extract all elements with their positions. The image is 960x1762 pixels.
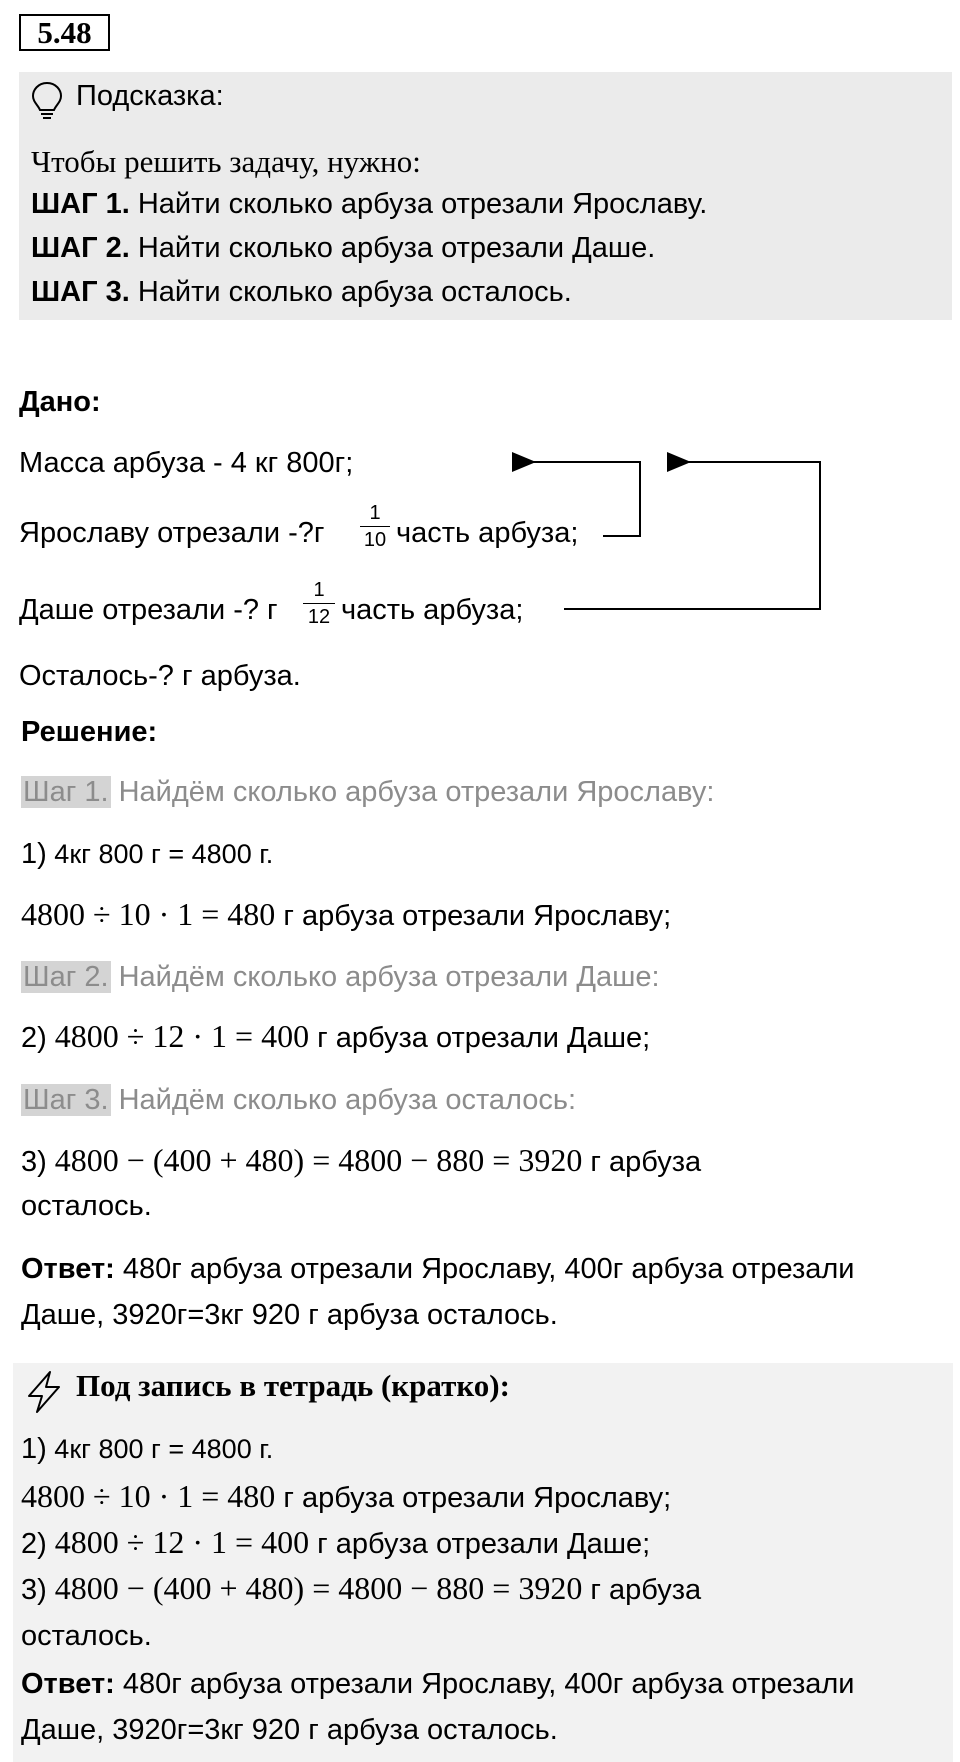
short-item-1 — [21, 1433, 273, 1466]
calc-text: г арбуза — [582, 1574, 702, 1606]
hint-step-label: ШАГ 1. — [31, 188, 130, 220]
item-label: 1) — [21, 838, 47, 870]
task-number: 5.48 — [19, 14, 110, 51]
short-calc-1 — [21, 1478, 671, 1515]
solution-heading: Решение: — [21, 716, 158, 748]
item-text: 4кг 800 г = 4800 г. — [46, 839, 274, 869]
calc-text: г арбуза — [582, 1146, 702, 1178]
given-heading: Дано: — [19, 386, 101, 418]
step-tag: Шаг 2. — [23, 961, 109, 993]
calc-text: г арбуза отрезали Ярославу; — [275, 1482, 672, 1514]
step-tag: Шаг 1. — [23, 776, 109, 808]
solution-answer-2: Даше, 3920г=3кг 920 г арбуза осталось. — [21, 1299, 558, 1331]
solution-calc-3-cont: осталось. — [21, 1190, 152, 1222]
answer-text: 480г арбуза отрезали Ярославу, 400г арбуза отрезали — [114, 1668, 855, 1700]
solution-answer-1 — [21, 1253, 855, 1286]
lightning-icon — [24, 1370, 64, 1422]
given-mass: Масса арбуза - 4 кг 800г; — [19, 447, 354, 479]
item-label: 2) — [21, 1528, 47, 1560]
fraction-denominator: 10 — [363, 529, 387, 551]
hint-step-text: Найти сколько арбуза отрезали Ярославу. — [129, 188, 708, 220]
calc-text: г арбуза отрезали Даше; — [309, 1528, 651, 1560]
item-label: 2) — [21, 1022, 47, 1054]
hint-step-label: ШАГ 2. — [31, 232, 130, 264]
fraction-denominator: 12 — [307, 606, 331, 628]
solution-step-2 — [21, 961, 660, 994]
short-calc-3-cont: осталось. — [21, 1620, 152, 1652]
solution-item-1 — [21, 838, 273, 871]
math-expression: 4800 ÷ 10 · 1 = 480 — [21, 1478, 276, 1514]
item-label: 3) — [21, 1574, 47, 1606]
step-text: Найдём сколько арбуза осталось: — [110, 1084, 577, 1116]
math-expression: 4800 − (400 + 480) = 4800 − 880 = 3920 — [46, 1142, 583, 1178]
short-record-panel — [13, 1363, 953, 1762]
fraction-numerator: 1 — [369, 502, 381, 524]
hint-step-text: Найти сколько арбуза отрезали Даше. — [129, 232, 656, 264]
short-answer-1 — [21, 1668, 855, 1701]
fraction-numerator: 1 — [313, 579, 325, 601]
answer-label: Ответ: — [21, 1253, 115, 1285]
given-yaroslav-post: часть арбуза; — [396, 517, 579, 549]
short-calc-3 — [21, 1570, 701, 1607]
step-tag: Шаг 3. — [23, 1084, 109, 1116]
answer-text: 480г арбуза отрезали Ярославу, 400г арбуза отрезали — [114, 1253, 855, 1285]
item-label: 3) — [21, 1146, 47, 1178]
step-text: Найдём сколько арбуза отрезали Ярославу: — [110, 776, 715, 808]
given-dasha-pre: Даше отрезали -? г — [19, 594, 278, 626]
hint-step-label: ШАГ 3. — [31, 276, 130, 308]
short-answer-2: Даше, 3920г=3кг 920 г арбуза осталось. — [21, 1714, 558, 1746]
given-arrows — [0, 0, 960, 700]
solution-calc-1 — [21, 896, 671, 933]
solution-calc-2 — [21, 1018, 650, 1055]
math-expression: 4800 − (400 + 480) = 4800 − 880 = 3920 — [46, 1570, 583, 1606]
math-expression: 4800 ÷ 12 · 1 = 400 — [46, 1524, 310, 1560]
solution-calc-3 — [21, 1142, 701, 1179]
math-expression: 4800 ÷ 12 · 1 = 400 — [46, 1018, 310, 1054]
solution-step-3 — [21, 1084, 576, 1117]
short-calc-2 — [21, 1524, 650, 1561]
math-expression: 4800 ÷ 10 · 1 = 480 — [21, 896, 276, 932]
item-label: 1) — [21, 1433, 47, 1465]
solution-step-1 — [21, 776, 714, 809]
given-dasha-post: часть арбуза; — [341, 594, 524, 626]
hint-step-text: Найти сколько арбуза осталось. — [129, 276, 572, 308]
calc-text: г арбуза отрезали Даше; — [309, 1022, 651, 1054]
answer-label: Ответ: — [21, 1668, 115, 1700]
step-text: Найдём сколько арбуза отрезали Даше: — [110, 961, 660, 993]
hint-intro: Чтобы решить задачу, нужно: — [31, 144, 421, 179]
short-record-title: Под запись в тетрадь (кратко): — [76, 1368, 510, 1403]
item-text: 4кг 800 г = 4800 г. — [46, 1434, 274, 1464]
hint-title: Подсказка: — [76, 80, 224, 112]
calc-text: г арбуза отрезали Ярославу; — [275, 900, 672, 932]
given-remaining: Осталось-? г арбуза. — [19, 660, 301, 692]
given-yaroslav-pre: Ярославу отрезали -?г — [19, 517, 325, 549]
